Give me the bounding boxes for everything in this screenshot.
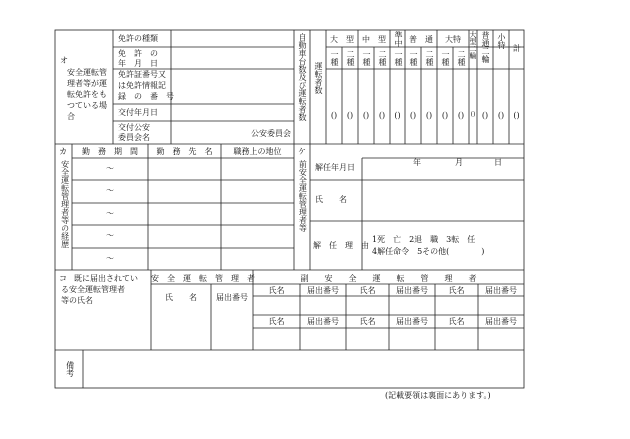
license-no-label-3: 録 の 番 号	[118, 92, 174, 101]
period-tilde-4[interactable]: 〜	[106, 231, 114, 240]
vehicle-group-total: 計	[513, 44, 521, 53]
driver-count-medium-1[interactable]: ()	[362, 111, 370, 120]
deputy-name-header-1: 氏名	[268, 286, 285, 295]
dismiss-reason-options-2[interactable]: 4解任命令 5その他( )	[372, 247, 485, 256]
section-ko-marker: コ	[59, 274, 67, 283]
section-ka-label: 安全運転管理者等の経歴	[60, 160, 70, 248]
driver-count-small-special[interactable]: ()	[497, 111, 505, 120]
remarks-label: 備考	[65, 361, 75, 377]
manager-name-header: 氏 名	[165, 293, 197, 302]
deputy-name-header-5: 氏名	[359, 317, 376, 326]
vehicle-group-large-motorcycle: 大型二輪	[469, 31, 477, 59]
license-date-label-2: 年 月 日	[118, 59, 158, 68]
sub-regular-2: 二種	[425, 50, 434, 66]
section-o-marker: オ	[60, 56, 68, 65]
issuer-label-2: 委員会名	[118, 133, 150, 142]
section-ke-label: 前安全運転管理者等	[298, 160, 308, 232]
driver-count-medium-2[interactable]: ()	[378, 111, 386, 120]
license-no-label-2: は免許情報記	[118, 81, 166, 90]
period-tilde-3[interactable]: 〜	[106, 209, 114, 218]
sub-large-2: 二種	[346, 50, 355, 66]
vehicle-group-regular: 普 通	[409, 35, 433, 44]
period-tilde-5[interactable]: 〜	[106, 254, 114, 263]
vehicle-group-semi-medium: 準中	[394, 31, 403, 47]
license-number-field[interactable]	[171, 69, 294, 104]
deputy-reg-header-3: 届出番号	[485, 286, 517, 295]
issuer-label-1: 交付公安	[118, 123, 150, 132]
manager-header: 安 全 運 転 管 理 者	[151, 274, 255, 283]
deputy-reg-header-2: 届出番号	[396, 286, 428, 295]
dismiss-month-unit: 月	[455, 158, 463, 167]
deputy-reg-header-6: 届出番号	[485, 317, 517, 326]
issuer-field[interactable]	[171, 121, 249, 144]
driver-count-large-motorcycle[interactable]: ()	[470, 111, 476, 118]
driver-count-large-2[interactable]: ()	[346, 111, 354, 120]
deputy-name-header-6: 氏名	[448, 317, 465, 326]
deputy-header: 副 安 全 運 転 管 理 者	[300, 274, 477, 283]
sub-medium-2: 二種	[378, 50, 387, 66]
driver-count-total[interactable]: ()	[513, 111, 520, 120]
dismiss-reason-label: 解 任 理 由	[313, 241, 369, 250]
driver-count-regular-1[interactable]: ()	[409, 111, 417, 120]
manager-fields[interactable]	[151, 306, 253, 350]
vehicle-group-medium: 中 型	[362, 35, 386, 44]
deputy-reg-header-1: 届出番号	[307, 286, 339, 295]
employer-fields[interactable]	[148, 158, 221, 270]
sub-large-1: 一種	[330, 50, 339, 66]
vehicle-group-regular-motorcycle: 普通二輪	[481, 31, 490, 63]
section-o-label-2: 理者等が運	[67, 79, 107, 88]
issue-date-label: 交付年月日	[118, 108, 158, 117]
section-ka-marker: カ	[59, 147, 67, 156]
dismiss-date-field[interactable]	[362, 144, 524, 180]
period-tilde-1[interactable]: 〜	[106, 164, 114, 173]
sub-regular-1: 一種	[409, 50, 418, 66]
section-ko-label-1: 既に届出されてい	[74, 274, 138, 283]
issue-date-field[interactable]	[171, 104, 294, 121]
driver-count-large-special-1[interactable]: ()	[441, 111, 449, 120]
position-header: 職務上の地位	[233, 147, 282, 156]
position-fields[interactable]	[221, 158, 294, 270]
driver-count-regular-motorcycle[interactable]: ()	[481, 111, 489, 120]
vehicle-group-large: 大 型	[330, 35, 354, 44]
deputy-name-header-3: 氏名	[448, 286, 465, 295]
section-o-label-5: 合	[67, 112, 75, 121]
dismiss-day-unit: 日	[494, 158, 502, 167]
license-no-label-1: 免許証番号又	[118, 70, 166, 79]
sub-large-special-2: 二種	[457, 50, 466, 66]
dismiss-reason-options-1[interactable]: 1死 亡 2退 職 3転 任	[372, 235, 476, 244]
section-ko-label-3: 等の氏名	[61, 296, 93, 305]
employer-header: 勤 務 先 名	[156, 147, 213, 156]
vehicle-group-large-special: 大特	[445, 35, 461, 44]
license-type-label: 免許の種類	[118, 34, 158, 43]
footnote: (記載要領は裏面にあります。)	[385, 391, 491, 400]
previous-name-field[interactable]	[362, 180, 524, 221]
deputy-fields-row-1[interactable]	[253, 296, 524, 315]
vehicle-group-small-special: 小特	[497, 33, 506, 49]
sub-large-special-1: 一種	[441, 50, 450, 66]
section-o-label-4: つている場	[67, 101, 107, 110]
vehicle-section-label: 自動車台数及び運転者数	[298, 33, 307, 121]
previous-name-label: 氏 名	[315, 195, 347, 204]
deputy-reg-header-5: 届出番号	[396, 317, 428, 326]
driver-count-semi-medium[interactable]: ()	[394, 111, 401, 120]
deputy-name-header-2: 氏名	[359, 286, 376, 295]
period-header: 勤 務 期 間	[82, 147, 138, 156]
license-date-field[interactable]	[171, 47, 294, 69]
driver-count-large-special-2[interactable]: ()	[457, 111, 465, 120]
deputy-fields-row-2[interactable]	[253, 328, 524, 350]
manager-reg-header: 届出番号	[216, 293, 248, 302]
license-type-field[interactable]	[171, 30, 294, 47]
driver-count-large-1[interactable]: ()	[330, 111, 338, 120]
sub-medium-1: 一種	[362, 50, 371, 66]
dismiss-year-unit: 年	[413, 158, 421, 167]
deputy-reg-header-4: 届出番号	[307, 317, 339, 326]
section-o-label-3: 転免許をも	[67, 90, 107, 99]
dismiss-date-label: 解任年月日	[315, 163, 355, 172]
remarks-field[interactable]	[83, 350, 524, 388]
section-ko-label-2: る安全運転管理者	[61, 285, 125, 294]
section-ke-marker: ケ	[298, 147, 306, 156]
deputy-name-header-4: 氏名	[268, 317, 285, 326]
period-tilde-2[interactable]: 〜	[106, 186, 114, 195]
section-o-label-1: 安全運転管	[67, 68, 107, 77]
sub-semi-medium-1: 一種	[394, 50, 403, 66]
license-date-label-1: 免 許 の	[118, 49, 158, 58]
issuer-suffix: 公安委員会	[251, 129, 291, 138]
driver-count-regular-2[interactable]: ()	[425, 111, 433, 120]
driver-count-label: 運転者数	[314, 62, 323, 94]
